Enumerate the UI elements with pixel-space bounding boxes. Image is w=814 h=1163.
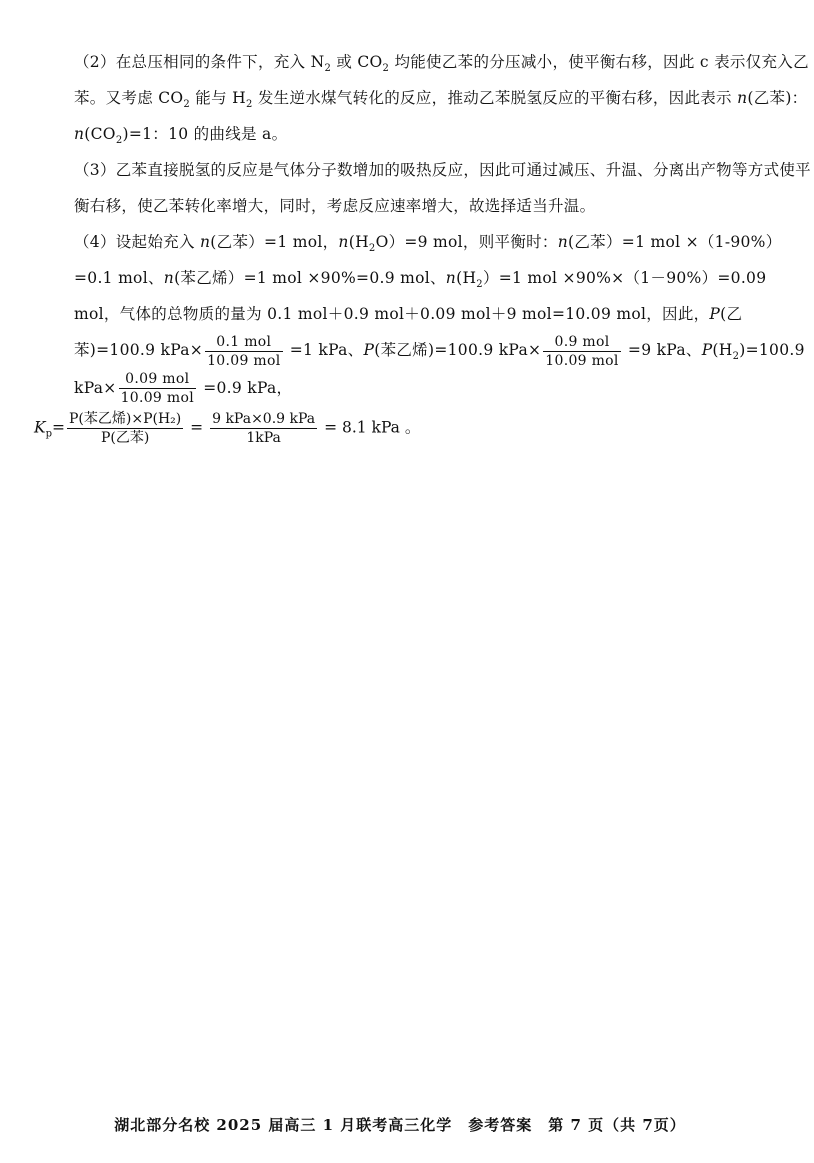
text: (H bbox=[712, 341, 733, 359]
text: 或 CO bbox=[331, 53, 383, 71]
numerator: 9 kPa×0.9 kPa bbox=[212, 411, 316, 427]
text: = bbox=[185, 418, 209, 437]
text: (CO bbox=[84, 125, 116, 143]
subscript: p bbox=[45, 428, 52, 440]
var-n: n bbox=[74, 125, 85, 143]
answer-part-2 bbox=[34, 44, 814, 152]
subscript: 2 bbox=[245, 99, 253, 111]
subscript: 2 bbox=[368, 243, 376, 255]
page-footer: 湖北部分名校 2025 届高三 1 月联考高三化学 参考答案 第 7 页（共 7页） bbox=[114, 1116, 686, 1134]
text: = 8.1 kPa 。 bbox=[319, 418, 421, 437]
denominator: 10.09 mol bbox=[207, 352, 281, 369]
numerator: 0.09 mol bbox=[119, 370, 196, 389]
fraction bbox=[67, 410, 183, 447]
var-n: n bbox=[200, 233, 211, 251]
subscript: 2 bbox=[732, 351, 740, 363]
text: =0.9 kPa， bbox=[197, 378, 293, 397]
text: （3）乙苯直接脱氢的反应是气体分子数增加的吸热反应，因此可通过减压、升温、分离出产物等方式使平衡右移，使乙苯转化率增大，同时，考虑反应速率增大，故选择适当升温。 bbox=[74, 161, 811, 215]
numerator: 0.1 mol bbox=[205, 333, 282, 352]
text: (H bbox=[456, 269, 477, 287]
var-n: n bbox=[163, 269, 175, 287]
text: （2）在总压相同的条件下，充入 N bbox=[74, 53, 325, 71]
denominator: P(乙苯) bbox=[100, 430, 150, 446]
fraction bbox=[543, 333, 620, 370]
text: = bbox=[52, 418, 65, 437]
var-p: P bbox=[363, 341, 375, 359]
var-p: P bbox=[709, 305, 721, 323]
text: (H bbox=[348, 233, 369, 251]
denominator: 1kPa bbox=[246, 430, 281, 446]
text: )=1：10 的曲线是 a。 bbox=[122, 125, 288, 143]
var-n: n bbox=[737, 89, 748, 107]
var-n: n bbox=[445, 269, 457, 287]
answer-part-4 bbox=[34, 224, 814, 407]
text: O）=9 mol，则平衡时： bbox=[375, 233, 558, 251]
text: (乙苯）=1 mol ×（1-90%）=0.1 mol、 bbox=[74, 233, 782, 287]
denominator: 10.09 mol bbox=[120, 390, 194, 406]
text: (苯乙烯）=1 mol ×90%=0.9 mol、 bbox=[174, 269, 446, 287]
text: (乙苯）=1 mol， bbox=[210, 233, 339, 251]
numerator: 0.9 mol bbox=[543, 333, 620, 352]
text: =1 kPa、 bbox=[284, 341, 364, 359]
numerator: P(苯乙烯)×P(H₂) bbox=[69, 411, 182, 427]
subscript: 2 bbox=[115, 135, 123, 147]
var-n: n bbox=[338, 233, 349, 251]
subscript: 2 bbox=[183, 99, 191, 111]
text: ）=1 mol ×90%×（1－90%）=0.09 mol，气体的总物质的量为 0.1 mol＋0.9 mol＋0.09 mol＋9 mol=10.09 mol，因此， bbox=[74, 269, 767, 323]
text: （4）设起始充入 bbox=[74, 233, 200, 251]
text: (苯乙烯)=100.9 kPa× bbox=[374, 341, 542, 359]
text: 发生逆水煤气转化的反应，推动乙苯脱氢反应的平衡右移，因此表示 bbox=[252, 89, 738, 107]
answer-part-3 bbox=[34, 152, 814, 224]
var-k: K bbox=[34, 418, 46, 437]
text: (乙苯)=100.9 kPa× bbox=[74, 305, 743, 359]
subscript: 2 bbox=[324, 63, 332, 75]
text: 均能使乙苯的分压减小，使平衡右移，因此 c 表示仅充入乙苯。又考虑 CO bbox=[74, 53, 809, 107]
text: =9 kPa、 bbox=[622, 341, 702, 359]
denominator: 10.09 mol bbox=[545, 352, 619, 369]
subscript: 2 bbox=[382, 63, 390, 75]
fraction bbox=[210, 410, 317, 447]
var-p: P bbox=[701, 341, 713, 359]
text: (乙苯)： bbox=[747, 89, 808, 107]
text: )=100.9 kPa× bbox=[74, 341, 805, 397]
kp-equation bbox=[34, 410, 420, 447]
fraction bbox=[205, 333, 282, 370]
subscript: 2 bbox=[476, 279, 483, 291]
fraction bbox=[119, 370, 196, 407]
var-n: n bbox=[557, 233, 569, 251]
text: 能与 H bbox=[190, 89, 246, 107]
